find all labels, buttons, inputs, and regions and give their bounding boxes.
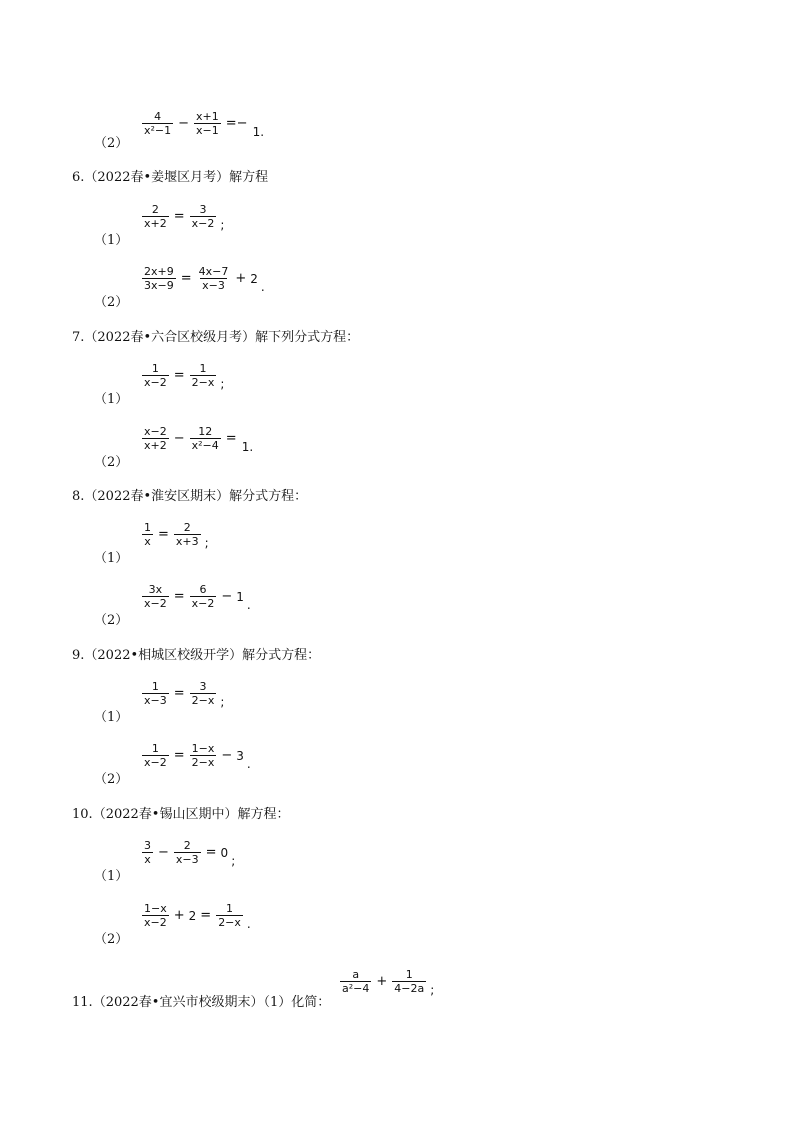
denominator: 4−2a [394, 982, 425, 995]
denominator: 2−x [218, 916, 241, 929]
numerator: 12 [198, 425, 213, 438]
fraction [142, 583, 169, 610]
operator: = [180, 271, 192, 286]
fraction [142, 203, 169, 230]
numerator: 1 [151, 742, 159, 755]
denominator: x−3 [202, 279, 225, 292]
equation-tail: ; [220, 694, 225, 709]
part-label: （1） [94, 710, 129, 725]
problem-source: （2022春•锡山区期中） [92, 807, 238, 822]
denominator: x−1 [196, 124, 219, 137]
problem-instruction: 解分式方程： [242, 648, 321, 663]
problem-number: 8. [72, 489, 85, 504]
denominator: x+2 [144, 217, 167, 230]
problem-9-heading [72, 644, 320, 663]
equation [140, 680, 224, 707]
numerator: x+1 [196, 110, 219, 123]
operator: = [225, 431, 237, 446]
fraction [190, 362, 217, 389]
part-label: （2） [94, 613, 129, 628]
operator: = [173, 209, 185, 224]
fraction [142, 425, 169, 452]
problem-instruction: 解方程： [237, 807, 290, 822]
problem-number: 11. [72, 995, 93, 1010]
denominator: x²−1 [144, 124, 172, 137]
problem-number: 6. [72, 170, 85, 185]
problem-10-heading [72, 803, 289, 822]
equation-tail: . [246, 597, 251, 612]
equation [140, 425, 253, 452]
numerator: 3 [199, 203, 207, 216]
numerator: 1 [405, 968, 413, 981]
operator: + [376, 974, 388, 989]
equation [140, 742, 251, 769]
operator: − [221, 589, 233, 604]
numerator: x−2 [144, 425, 167, 438]
operator: = [158, 527, 169, 542]
problem-number: 10. [72, 807, 93, 822]
fraction [142, 362, 169, 389]
numerator: 1 [151, 362, 159, 375]
fraction [190, 425, 221, 452]
equation-tail: ; [220, 376, 225, 391]
part-label: （2） [94, 136, 129, 151]
numerator: 1 [226, 902, 234, 915]
numerator: a [352, 968, 360, 981]
equation [140, 110, 264, 137]
fraction [142, 902, 169, 929]
fraction [142, 110, 173, 137]
equation [140, 265, 265, 292]
equation-tail: 1. [241, 439, 254, 454]
constant: 0 [220, 845, 229, 860]
denominator: a²−4 [342, 982, 370, 995]
equation-tail: 1. [252, 124, 265, 139]
fraction [190, 742, 217, 769]
denominator: 2−x [191, 694, 215, 707]
part-label: （2） [94, 772, 129, 787]
denominator: x²−4 [191, 439, 219, 452]
constant: 1 [236, 589, 244, 604]
numerator: 3x [148, 583, 163, 596]
equation [140, 583, 251, 610]
numerator: 3 [144, 839, 151, 852]
numerator: 1 [199, 362, 207, 375]
numerator: 1−x [191, 742, 215, 755]
constant: 2 [188, 908, 197, 923]
numerator: 4 [154, 110, 162, 123]
fraction [142, 839, 153, 866]
denominator: x−2 [144, 916, 167, 929]
numerator: 6 [199, 583, 207, 596]
equation [140, 203, 224, 230]
operator: = [205, 845, 217, 860]
denominator: 2−x [191, 756, 215, 769]
equation-tail: ; [204, 535, 209, 550]
part-label: （1） [94, 233, 129, 248]
problem-instruction: 解下列分式方程： [255, 330, 360, 345]
problem-number: 7. [72, 330, 85, 345]
numerator: 1 [144, 521, 151, 534]
numerator: 2 [183, 839, 191, 852]
equation [338, 968, 434, 995]
problem-instruction: 解分式方程： [229, 489, 308, 504]
operator: = [200, 908, 212, 923]
denominator: x−2 [144, 756, 167, 769]
denominator: x−3 [144, 694, 167, 707]
fraction [142, 742, 169, 769]
fraction [340, 968, 371, 995]
equation [140, 362, 224, 389]
denominator: x−2 [144, 376, 167, 389]
equation [140, 902, 251, 929]
equation-tail: . [246, 756, 251, 771]
equation-tail: . [260, 279, 265, 294]
denominator: 3x−9 [144, 279, 174, 292]
fraction [197, 265, 231, 292]
denominator: x+2 [144, 439, 167, 452]
constant: 3 [236, 748, 244, 763]
denominator: x [144, 853, 151, 866]
problem-7-heading [72, 326, 359, 345]
fraction [142, 680, 169, 707]
part-label: （1） [94, 551, 129, 566]
problem-source: （2022春•宜兴市校级期末） [92, 995, 264, 1010]
operator: − [178, 116, 190, 131]
constant: 2 [250, 271, 258, 286]
denominator: x−3 [175, 853, 199, 866]
problem-6-heading [72, 166, 268, 185]
problem-source: （2022•相城区校级开学） [84, 648, 243, 663]
operator: = [173, 748, 185, 763]
operator: + [235, 271, 247, 286]
fraction [190, 680, 217, 707]
part-label: （1） [94, 869, 129, 884]
fraction [142, 265, 176, 292]
equation-tail: . [246, 916, 251, 931]
numerator: 2x+9 [144, 265, 174, 278]
denominator: x+3 [175, 535, 199, 548]
operator: = [173, 368, 185, 383]
numerator: 3 [199, 680, 207, 693]
numerator: 1−x [144, 902, 167, 915]
part-label: （2） [94, 455, 129, 470]
equation-tail: ; [220, 217, 225, 232]
problem-source: （2022春•六合区校级月考） [84, 330, 256, 345]
problem-11-heading [72, 991, 330, 1010]
fraction [142, 521, 153, 548]
operator: =− [225, 116, 248, 131]
numerator: 1 [151, 680, 159, 693]
equation-tail: ; [231, 853, 236, 868]
fraction [392, 968, 426, 995]
part-label: （2） [94, 295, 129, 310]
problem-source: （2022春•姜堰区月考） [84, 170, 230, 185]
operator: − [173, 431, 185, 446]
denominator: x [144, 535, 151, 548]
part-label: （1） [94, 392, 129, 407]
denominator: 2−x [191, 376, 215, 389]
equation [140, 521, 209, 548]
operator: − [221, 748, 233, 763]
part-label: （2） [94, 932, 129, 947]
numerator: 2 [151, 203, 159, 216]
operator: + [173, 908, 185, 923]
fraction [190, 583, 217, 610]
problem-number: 9. [72, 648, 85, 663]
equation [140, 839, 235, 866]
fraction [190, 203, 217, 230]
fraction [174, 839, 201, 866]
denominator: x−2 [191, 217, 215, 230]
operator: − [158, 845, 169, 860]
problem-instruction: （1）化简： [263, 995, 331, 1010]
numerator: 2 [183, 521, 191, 534]
fraction [174, 521, 201, 548]
problem-instruction: 解方程 [229, 170, 269, 185]
numerator: 4x−7 [198, 265, 229, 278]
fraction [194, 110, 221, 137]
problem-source: （2022春•淮安区期末） [84, 489, 230, 504]
operator: = [173, 686, 185, 701]
problem-8-heading [72, 485, 307, 504]
denominator: x−2 [191, 597, 215, 610]
denominator: x−2 [144, 597, 167, 610]
fraction [216, 902, 243, 929]
operator: = [173, 589, 185, 604]
equation-tail: ; [430, 982, 435, 997]
